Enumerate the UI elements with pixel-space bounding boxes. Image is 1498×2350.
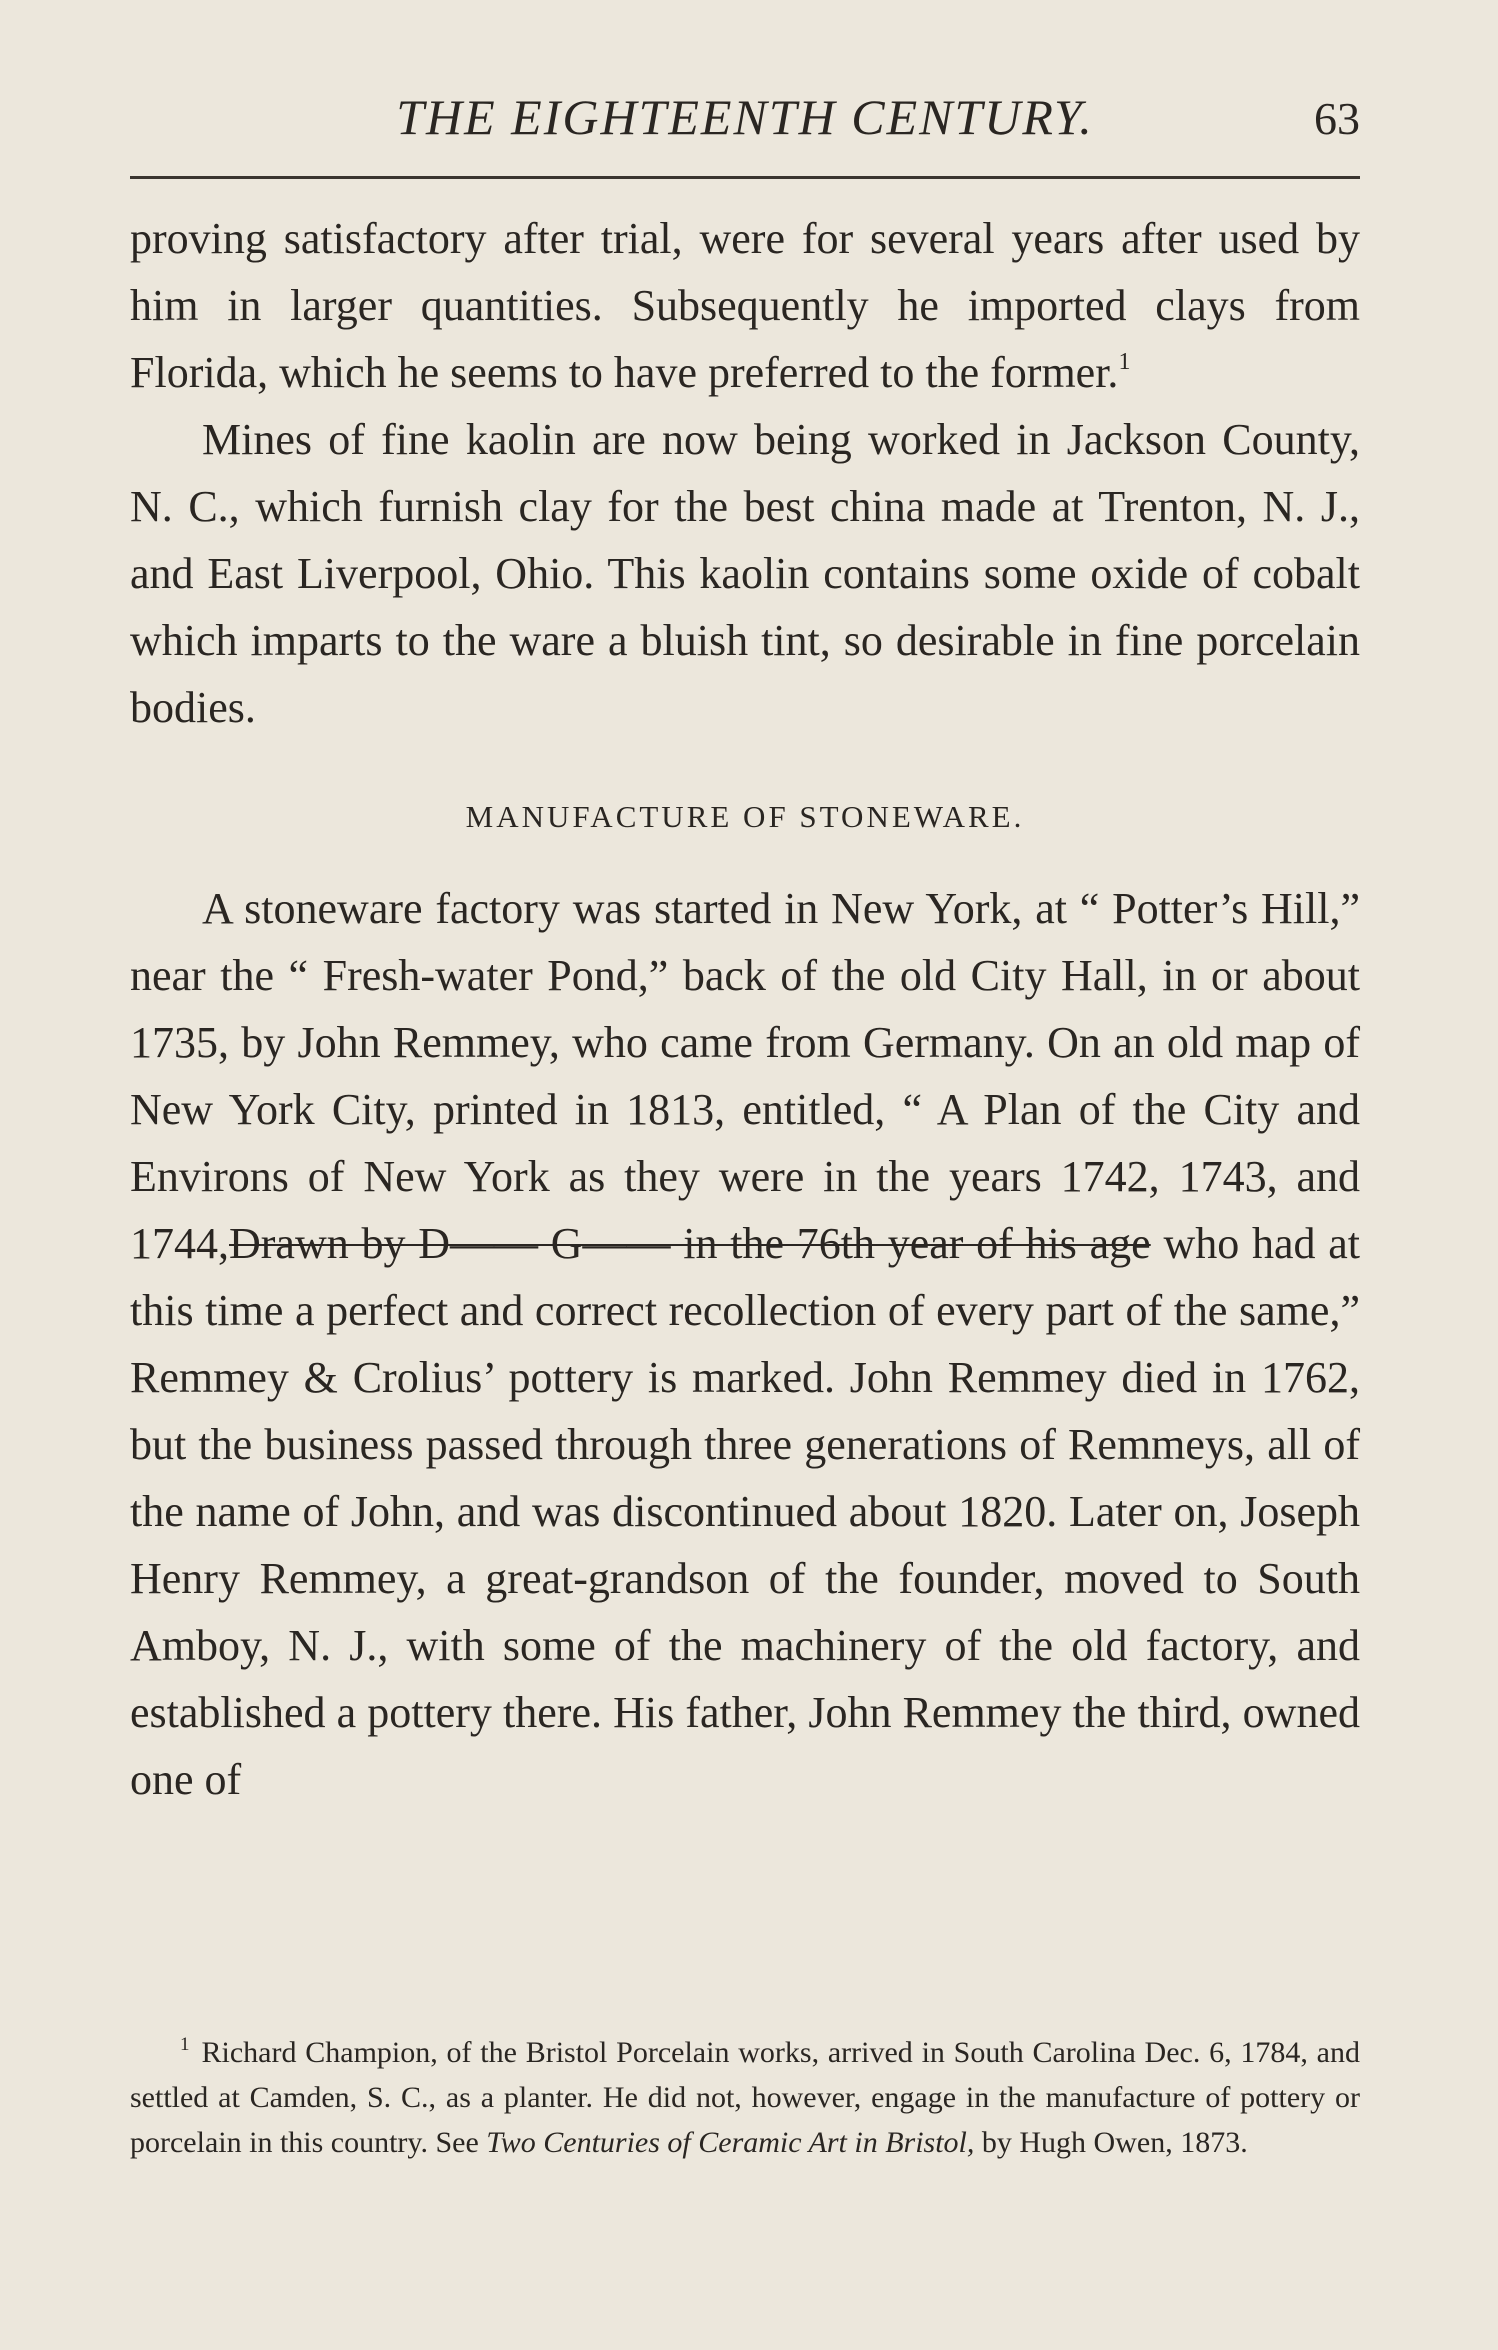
footnote-ref: 1 [1118,349,1131,375]
header-rule [130,176,1360,179]
running-title: THE EIGHTEENTH CENTURY. [396,89,1094,145]
paragraph-clays [130,205,1360,406]
footnote-cited-rest: by Hugh Owen, 1873. [974,2126,1248,2159]
stoneware-text-end: who had at this time a perfect and correct recollection of every part of the same,” Remmey & Crolius’ pottery is marked. John Remmey died in 1762, but the business passed through three generations of Remmeys, all of the name of John, and was discontinued about 1820. Later on, Joseph Henry Remmey, a great-grandson of the founder, moved to South Amboy, N. J., with some of the machinery of the old factory, and established a pottery there. His father, John Remmey the third, owned one of [130,1219,1360,1804]
page-header [130,88,1360,158]
footnote-text: Richard Champion, of the Bristol Porcelain works, arrived in South Carolina Dec. 6, 1784, and settled at Camden, S. C., as a planter. He did not, however, engage in the manufacture of pottery or porcelain in this country. See [130,2036,1360,2159]
paragraph-kaolin: Mines of fine kaolin are now being worked in Jackson County, N. C., which furnish clay for the best china made at Trenton, N. J., and East Liverpool, Ohio. This kaolin contains some oxide of cobalt which imparts to the ware a bluish tint, so desirable in fine porcelain bodies. [130,415,1360,732]
footnote [130,2030,1360,2165]
page-number: 63 [1314,93,1360,144]
body-text [130,205,1360,1813]
stoneware-text-start: A stoneware factory was started in New York, at “ Potter’s Hill,” near the “ Fresh-water Pond,” back of the old City Hall, in or about 1735, by John Remmey, who came from Germany. On an old map of New York City, printed in 1813, entitled, “ A Plan of the City and Environs of New York as they were in the years 1742, 1743, and 1744, [130,884,1360,1268]
footnotes [130,2030,1360,2165]
footnote-marker: 1 [180,2034,190,2055]
footnote-cited-title: Two Centuries of Ceramic Art in Bristol, [486,2126,975,2159]
section-heading: MANUFACTURE OF STONEWARE. [465,799,1025,834]
paragraph-stoneware [130,875,1360,1813]
paragraph-clays-text: proving satisfactory after trial, were for several years after used by him in larger quantities. Subsequently he imported clays from Florida, which he seems to have preferred to the former. [130,214,1360,397]
struck-through-annotation: Drawn by D—— G—— in the 76th year of his age [229,1219,1151,1268]
